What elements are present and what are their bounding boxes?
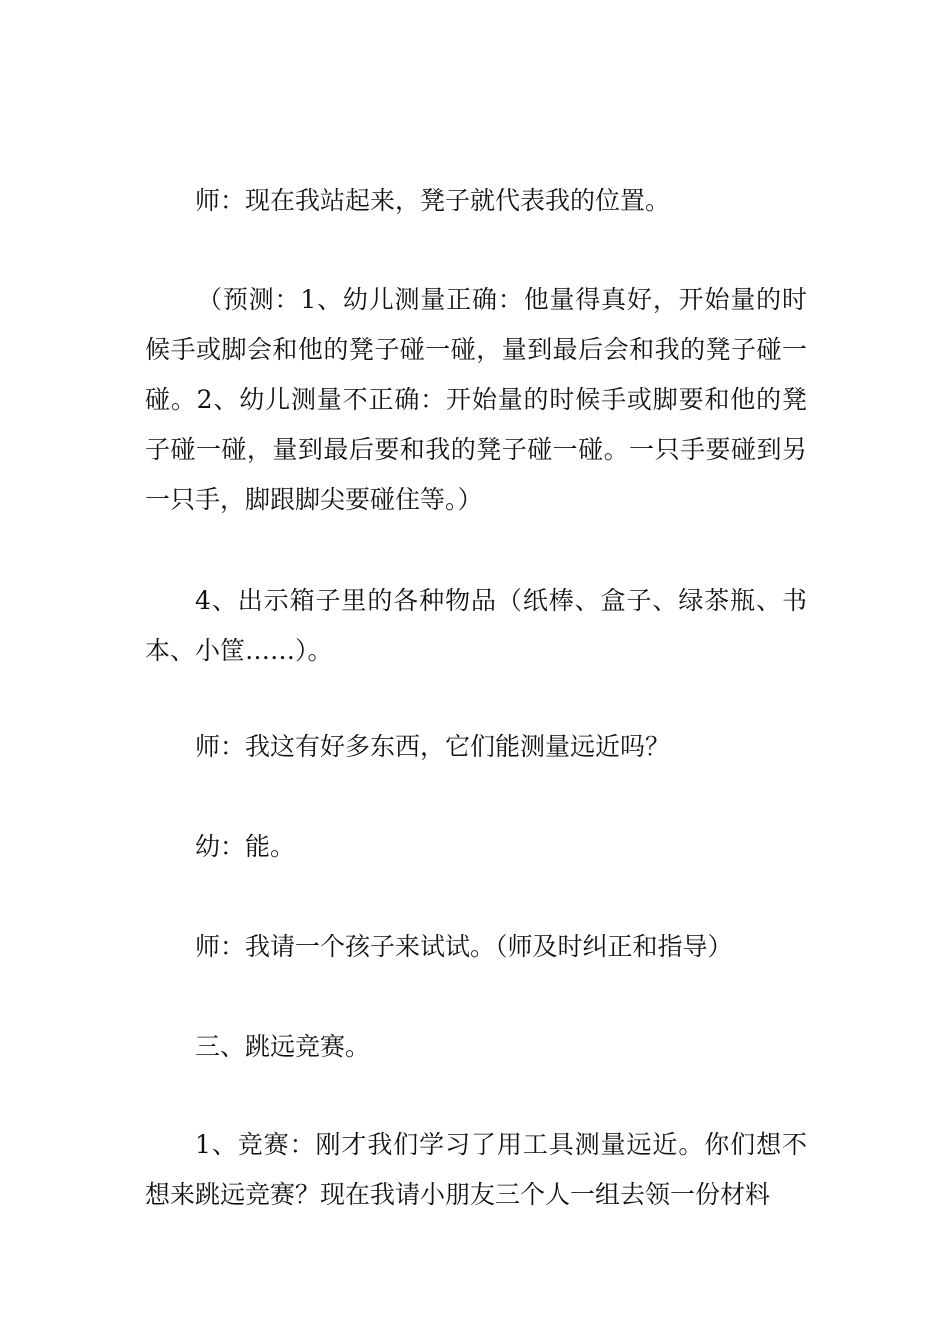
section-heading-long-jump: 三、跳远竞赛。 <box>195 1032 371 1061</box>
paragraph-teacher-try: 师：我请一个孩子来试试。（师及时纠正和指导） <box>195 932 733 961</box>
paragraph-teacher-question: 师：我这有好多东西，它们能测量远近吗？ <box>195 732 671 761</box>
paragraph-child-answer: 幼：能。 <box>195 832 296 861</box>
paragraph-competition: 1、竞赛：刚才我们学习了用工具测量远近。你们想不想来跳远竞赛？现在我请小朋友三个人一组去领一份材料 <box>145 1130 807 1209</box>
paragraph-show-items: 4、出示箱子里的各种物品（纸棒、盒子、绿茶瓶、书本、小筐……）。 <box>145 586 807 665</box>
paragraph-prediction: （预测：1、幼儿测量正确：他量得真好，开始量的时候手或脚会和他的凳子碰一碰，量到最后会和我的凳子碰一碰。2、幼儿测量不正确：开始量的时候手或脚要和他的凳子碰一碰，量到最后要和我的凳子碰一碰。一只手要碰到另一只手，脚跟脚尖要碰住等。） <box>145 285 807 514</box>
paragraph-teacher-stand: 师：现在我站起来，凳子就代表我的位置。 <box>195 186 671 215</box>
